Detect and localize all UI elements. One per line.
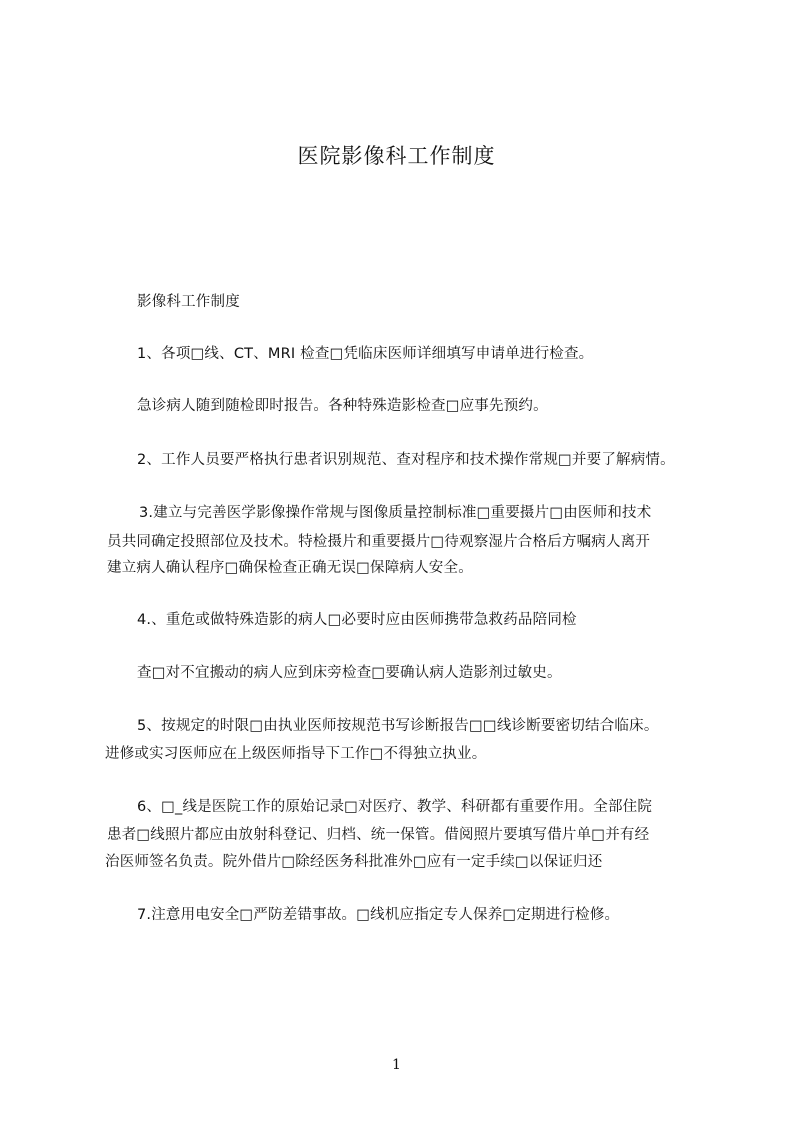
paragraph-8-line-2: 患者□线照片都应由放射科登记、归档、统一保管。借阅照片要填写借片单□并有经 xyxy=(107,827,650,843)
document-subtitle: 影像科工作制度 xyxy=(137,294,240,310)
paragraph-9-line-1: 7.注意用电安全□严防差错事故。□线机应指定专人保养□定期进行检修。 xyxy=(137,907,620,923)
paragraph-4-line-3: 建立病人确认程序□确保检查正确无误□保障病人安全。 xyxy=(107,560,473,576)
paragraph-4-line-1: 3.建立与完善医学影像操作常规与图像质量控制标准□重要摄片□由医师和技术 xyxy=(139,505,652,521)
paragraph-5-line-1: 4.、重危或做特殊造影的病人□必要时应由医师携带急救药品陪同检 xyxy=(137,612,577,628)
document-title: 医院影像科工作制度 xyxy=(297,144,496,168)
paragraph-6-line-1: 查□对不宜搬动的病人应到床旁检查□要确认病人造影剂过敏史。 xyxy=(137,665,562,681)
paragraph-2-line-1: 急诊病人随到随检即时报告。各种特殊造影检查□应事先预约。 xyxy=(137,398,548,414)
paragraph-7-line-2: 进修或实习医师应在上级医师指导下工作□不得独立执业。 xyxy=(105,746,487,762)
paragraph-7-line-1: 5、按规定的时限□由执业医师按规范书写诊断报告□□线诊断要密切结合临床。 xyxy=(137,718,659,734)
paragraph-4-line-2: 员共同确定投照部位及技术。特检摄片和重要摄片□待观察湿片合格后方嘱病人离开 xyxy=(107,534,651,550)
paragraph-1-line-1: 1、各项□线、CT、MRI 检查□凭临床医师详细填写申请单进行检查。 xyxy=(137,346,594,362)
paragraph-3-line-1: 2、工作人员要严格执行患者识别规范、查对程序和技术操作常规□并要了解病情。 xyxy=(137,452,675,468)
page-number: 1 xyxy=(392,1057,401,1073)
paragraph-8-line-3: 治医师签名负责。院外借片□除经医务科批准外□应有一定手续□以保证归还 xyxy=(105,854,603,870)
paragraph-8-line-1: 6、□_线是医院工作的原始记录□对医疗、教学、科研都有重要作用。全部住院 xyxy=(137,799,653,815)
